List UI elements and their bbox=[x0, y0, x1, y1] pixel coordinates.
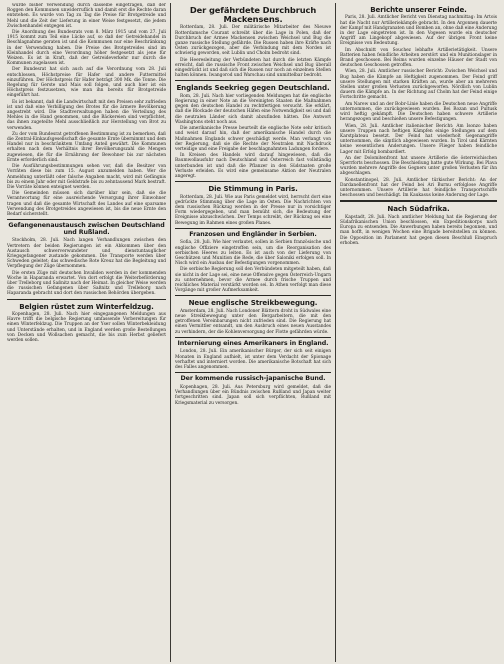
divider bbox=[175, 228, 331, 229]
article-paragraph: Die ersten Züge mit deutschen Invaliden werden in der kommenden Woche in Haparanda erwartet. Von dort erfolgt die Weiterbeförderung über Trelleborg und Saßnitz nach der Heimat. In gleicher Weise werden die russischen Gefangenen über Saßnitz und Trelleborg nach Haparanda gebracht und dort den russischen Behörden übergeben. bbox=[7, 270, 166, 297]
article-paragraph: An der Dolomitenfront hat unsere Artillerie die österreichischen Sperrforts beschossen. Die Beschießung hatte gute Wirkung. Bei Plava wurden mehrere Angriffe des Gegners unter großen Verlusten für ihn abgeschlagen. bbox=[340, 155, 497, 177]
article-paragraph: Die Gemeinden müssen sich darüber klar sein, daß sie die Verantwortung für eine ausreichende Versorgung ihrer Einwohner tragen und daß die gesamte Wirtschaft des Landes auf eine sparsame Verwendung des Brotgetreides angewiesen ist, bis die neue Ernte den Bedarf sicherstellt. bbox=[7, 191, 166, 217]
column-middle bbox=[170, 3, 336, 662]
article-paragraph: Kopenhagen, 28. Juli. Nach hier eingegangenen Meldungen aus Havre trifft die belgische Regierung umfassende Vorbereitungen für einen Winterfeldzug. Die Truppen an der Yser sollen Winterbekleidung und Unterstände erhalten, und in England werden große Bestellungen von Decken und Wollsachen gemacht, die bis zum Herbst geliefert werden sollen. bbox=[7, 312, 166, 344]
article-paragraph: Rotterdam, 28. Juli. Der militärische Mitarbeiter des Nieuwe Rotterdamsche Courant schreibt über die Lage in Polen, daß der Durchbruch der Armee Mackensen zwischen Weichsel und Bug die ganze russische Stellung gefährde. Die Russen haben ihre Kräfte nach Osten zurückgezogen, aber die Verbindung mit dem Norden ist schwierig geworden, seit Lublin und Cholm bedroht sind. bbox=[175, 25, 331, 57]
divider bbox=[175, 181, 331, 182]
headline-enemy-reports: Berichte unserer Feinde. bbox=[370, 5, 467, 14]
headline-internment: Internierung eines Amerikaners in England. bbox=[177, 339, 329, 347]
article-paragraph: Wien, 28. Juli. Amtlicher russischer Bericht: Zwischen Weichsel und Bug haben die Kämpfe an Heftigkeit zugenommen. Der Feind griff unsere Stellungen mit starken Kräften an, wurde aber an mehreren Stellen unter großen Verlusten zurückgeworfen. Nördlich von Lublin dauern die Kämpfe an. In der Richtung auf Cholm hat der Feind einige Fortschritte gemacht. bbox=[340, 69, 497, 101]
divider bbox=[175, 337, 331, 338]
article-paragraph: Die Anordnung des Bundesrats vom 8. März 1915 und vom 27. Juli 1915 kommt zum Teil eine Lücke auf, so daß der Getreidehandel in Beschlagnahme geraten ist und die Kommunen nur eine Beschränkung in der Verwendung haben. Die Preise des Brotgetreides sind im Kleinhandel durch eine Verordnung höher festgesetzt als jene für Weizen. Es ist in Kraft, daß der Getreideverkehr nur durch die Kommunen zugelassen ist. bbox=[7, 30, 166, 67]
divider bbox=[7, 299, 166, 300]
headline-serbia: Franzosen und Engländer in Serbien. bbox=[189, 230, 317, 238]
divider bbox=[7, 219, 166, 220]
article-paragraph: Es ist bekannt, daß die Landwirtschaft mit den Preisen sehr zufrieden ist und daß eine Verbilligung des Brotes für die ärmere Bevölkerung angestrebt wird. Die Stadtverwaltungen haben die Verteilung des Mehles in die Hand genommen, und die Bäckereien sind verpflichtet, das ihnen zugeteilte Mehl ausschließlich zur Herstellung von Brot zu verwenden. bbox=[7, 99, 166, 131]
headline-mackensen: Der gefährdete Durchbruch Mackensens. bbox=[189, 5, 317, 24]
divider bbox=[175, 80, 331, 81]
divider bbox=[175, 295, 331, 296]
headline-prisoner-exchange: Gefangenenaustausch zwischen Deutschland und Rußland. bbox=[8, 222, 165, 236]
article-paragraph: Stockholm, 28. Juli. Nach langen Verhandlungen zwischen den Vertretern der beiden Regierungen ist ein Abkommen über den Austausch schwerverwundeter und dienstuntauglicher Kriegsgefangener zustande gekommen. Die Transporte werden über Schweden geleitet; das schwedische Rote Kreuz hat die Begleitung und Verpflegung der Züge übernommen. bbox=[7, 238, 166, 270]
article-paragraph: Die amerikanische Presse beurteilt die englische Note sehr kritisch und weist darauf hin, daß der amerikanische Handel durch die Maßnahmen Englands schwer geschädigt werde. Man verlangt von der Regierung, daß sie die Rechte der Neutralen mit Nachdruck verteidige und eine Freigabe der beschlagnahmten Ladungen fordere. bbox=[175, 126, 331, 152]
article-paragraph: Konstantinopel, 28. Juli. Amtlicher türkischer Bericht: An der Dardanellenfront hat der Feind bei Ari Burnu erfolglose Angriffe unternommen. Unsere Artillerie hat feindliche Transportschiffe beschossen und beschädigt. Im Kaukasus keine Änderung der Lage. bbox=[340, 177, 497, 199]
divider bbox=[340, 200, 497, 202]
article-paragraph: Die serbische Regierung soll den Verbündeten mitgeteilt haben, daß sie nicht in der Lage sei, eine neue Offensive gegen Österreich-Ungarn zu unternehmen, bevor die Armee durch frische Truppen und reichliches Material verstärkt worden sei. In Athen verfolgt man diese Vorgänge mit großer Aufmerksamkeit. bbox=[175, 267, 331, 294]
article-paragraph: Rotterdam, 28. Juli. Wie aus Paris gemeldet wird, herrscht dort eine gedrückte Stimmung über die Lage im Osten. Die Nachrichten von dem russischen Rückzug werden in der Presse nur in vorsichtiger Form wiedergegeben, und man bemüht sich, die Bedeutung der Ereignisse abzuschwächen. Der Temps schreibt, der Rückzug sei eine Bewegung im Rahmen eines großen Planes. bbox=[175, 194, 331, 226]
article-grain-regulation bbox=[7, 3, 166, 217]
headline-paris-mood: Die Stimmung in Paris. bbox=[208, 184, 298, 194]
article-paragraph: Zu der vom Bundesrat getroffenen Bestimmung ist zu bemerken, daß die Zentral-Einkaufsgesellschaft die gesamte Ernte übernimmt und dem Handel nur in beschränktem Umfang Anteil gewährt. Die Kommunen erhalten nach dem Verhältnis ihrer Bevölkerungszahl die Mengen zugewiesen, die für die Ernährung der Bewohner bis zur nächsten Ernte erforderlich sind. bbox=[7, 131, 166, 163]
divider bbox=[175, 372, 331, 373]
headline-strike: Neue englische Streikbewegung. bbox=[188, 298, 318, 308]
column-left bbox=[3, 3, 170, 662]
article-paragraph: Im Abschnitt von Souchez lebhafte Artillerietätigkeit. Unsere Batterien haben feindliche Arbeiten zerstört und ein Munitionslager in Brand geschossen. Bei Reims wurden einzelne Häuser der Stadt von deutschen Geschossen getroffen. bbox=[340, 47, 497, 69]
article-paragraph: In Kreisen des Handels wird darauf hingewiesen, daß die Baumwollausfuhr nach Deutschland und Österreich fast vollständig unterbunden ist und daß die Pflanzer in den Südstaaten große Verluste erleiden. Es wird eine gemeinsame Aktion der Neutralen angeregt. bbox=[175, 153, 331, 179]
article-paragraph: Die Heeresleitung der Verbündeten hat durch die letzten Kämpfe erreicht, daß die russische Front zwischen Weichsel und Bug überall eingedrückt ist und daß sich die Russen nur noch an einzelnen Stellen halten können. Iwangorod und Warschau sind unmittelbar bedroht. bbox=[175, 57, 331, 79]
article-paragraph: Die Ausführungsbestimmungen sehen vor, daß die Besitzer von Vorräten diese bis zum 15. August anzumelden haben. Wer die Anmeldung unterläßt oder falsche Angaben macht, wird mit Gefängnis bis zu einem Jahr oder mit Geldstrafe bis zu zehntausend Mark bestraft. Die Vorräte können enteignet werden. bbox=[7, 164, 166, 190]
article-paragraph: Wien, 28. Juli. Amtlicher italienischer Bericht: Am Isonzo haben unsere Truppen nach heftigen Kämpfen einige Stellungen auf dem Karstplateau besetzt. Der Feind hat wiederholt Gegenangriffe unternommen, die sämtlich abgewiesen wurden. In Tirol und Kärnten keine wesentlichen Änderungen. Unsere Flieger haben feindliche Lager mit Erfolg bombardiert. bbox=[340, 123, 497, 155]
article-paragraph: wurde bisher Verwendung durch dasselbe eingetragen, daß der Roggen den Kommunen unwiderruflich und damit erst die Rechte daran entstehen. Es wurde von Tag zu Tag die Preise für Brotgetreide und Mehl und die Zeit der Lieferung in einer Weise festgesetzt, die jedem Zwischenhandel entgegen ist. bbox=[7, 3, 166, 29]
headline-russo-japanese: Der kommende russisch-japanische Bund. bbox=[180, 375, 326, 383]
article-paragraph: Rom, 28. Juli. Nach hier vorliegenden Meldungen hat die englische Regierung in einer Note an die Vereinigten Staaten die Maßnahmen gegen den deutschen Handel zu rechtfertigen versucht. Sie erklärt, daß die Blockade der deutschen Häfen eine Notwendigkeit sei und daß die neutralen Länder sich damit abzufinden hätten. Die Antwort Washingtons steht noch aus. bbox=[175, 93, 331, 125]
article-paragraph: Kapstadt, 28. Juli. Nach amtlicher Meldung hat die Regierung der Südafrikanischen Union beschlossen, ein Expeditionskorps nach Europa zu entsenden. Die Anwerbungen haben bereits begonnen, und man hofft, in wenigen Wochen eine Brigade bereitstellen zu können. Die Opposition im Parlament hat gegen diesen Beschluß Einspruch erhoben. bbox=[340, 214, 497, 246]
column-right bbox=[336, 3, 501, 662]
article-paragraph: London, 28. Juli. Ein amerikanischer Bürger, der sich seit einigen Monaten in England aufhielt, ist unter dem Verdacht der Spionage verhaftet und interniert worden. Die amerikanische Botschaft hat sich des Falles angenommen. bbox=[175, 349, 331, 371]
article-paragraph: Am Narew und an der Bobr-Linie haben die Deutschen neue Angriffe unternommen, die zurückgewiesen wurden. Bei Rozan und Pultusk wird heftig gekämpft. Die Deutschen haben schwere Artillerie herangezogen und beschießen unsere Befestigungen. bbox=[340, 101, 497, 123]
headline-south-africa: Nach Südafrika. bbox=[387, 204, 450, 214]
article-paragraph: Amsterdam, 28. Juli. Nach Londoner Blättern droht in Südwales eine neue Streikbewegung unter den Bergarbeitern, die mit den getroffenen Vereinbarungen nicht zufrieden sind. Die Regierung hat einen Vermittler entsandt, um den Ausbruch eines neuen Ausstandes zu verhindern, der die Kohlenversorgung der Flotte gefährden würde. bbox=[175, 308, 331, 335]
headline-naval-war: Englands Seekrieg gegen Deutschland. bbox=[176, 83, 330, 93]
article-paragraph: Sofia, 28. Juli. Wie hier verlautet, sollen in Serbien französische und englische Offiziere eingetroffen sein, um die Reorganisation des serbischen Heeres zu leiten. Es ist auch von der Lieferung von Geschützen und Munition die Rede, die über Saloniki erfolgen soll. In Nisch wird ein Ausbau der Befestigungen vorgenommen. bbox=[175, 240, 331, 267]
article-paragraph: Kopenhagen, 28. Juli. Aus Petersburg wird gemeldet, daß die Verhandlungen über ein Bündnis zwischen Rußland und Japan weiter fortgeschritten sind. Japan soll sich verpflichten, Rußland mit Kriegsmaterial zu versorgen. bbox=[175, 384, 331, 406]
headline-belgium-winter: Belgien rüstet zum Winterfeldzug. bbox=[19, 301, 154, 311]
article-paragraph: Paris, 28. Juli. Amtlicher Bericht von Dienstag nachmittag: Im Artois hat die Nacht nur Artilleriekämpfe gebracht. In den Argonnen dauerte der Kampf mit Handgranaten und Bomben an, ohne daß eine Änderung in der Lage eingetreten ist. In den Vogesen wurde ein deutscher Angriff am Lingekopf abgewiesen. Auf der übrigen Front keine Ereignisse von Bedeutung. bbox=[340, 15, 497, 47]
article-paragraph: Der Bundesrat hat sich auch auf die Verordnung vom 28. Juli entschlossen, Höchstpreise für Hafer und andere Futtermittel einzuführen. Der Höchstpreis für Hafer beträgt 300 Mk. die Tonne. Die Regelung für Gerste und Mais soll folgen, und auch hier ist ein Höchstpreis festzusetzen, wie man ihn bereits für Brotgetreide eingeführt hat. bbox=[7, 67, 166, 99]
